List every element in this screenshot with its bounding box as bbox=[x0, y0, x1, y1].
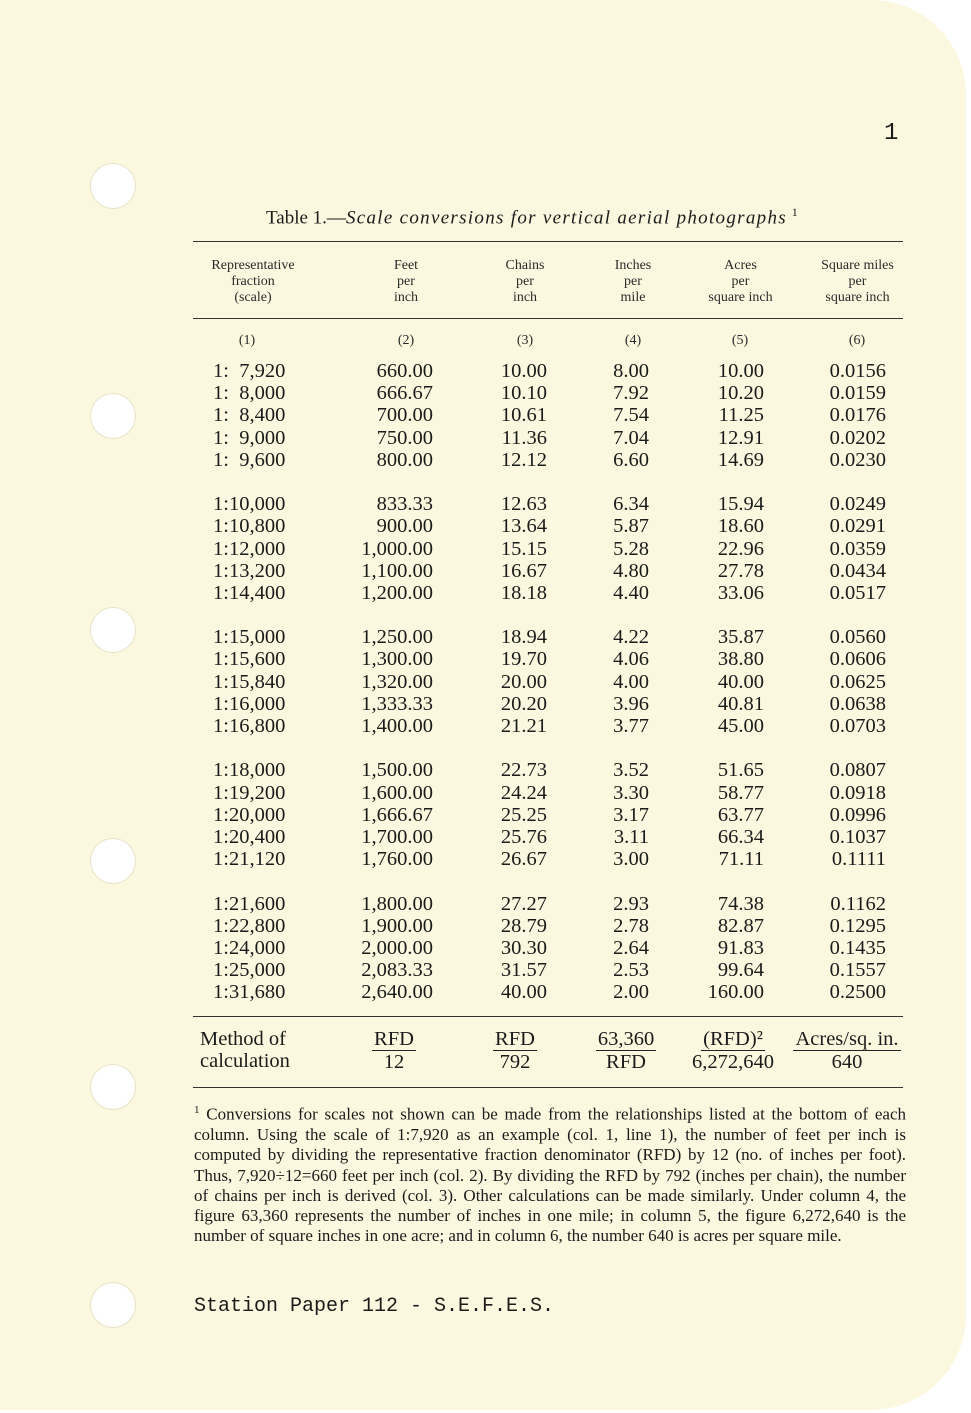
cell-square-miles-per-square-inch: 0.0202 bbox=[829, 426, 886, 449]
table-row bbox=[0, 981, 966, 1003]
cell-scale: 1: 9,000 bbox=[213, 426, 286, 449]
cell-square-miles-per-square-inch: 0.0291 bbox=[829, 515, 886, 538]
cell-acres-per-square-inch: 40.00 bbox=[717, 670, 764, 693]
cell-feet-per-inch: 2,000.00 bbox=[361, 936, 433, 959]
formula-denominator: 640 bbox=[831, 1051, 863, 1073]
cell-feet-per-inch: 1,300.00 bbox=[361, 648, 433, 671]
formula-square-miles-per-square-inch bbox=[784, 1028, 910, 1073]
cell-scale: 1: 8,400 bbox=[213, 404, 286, 427]
table-row bbox=[0, 826, 966, 848]
cell-feet-per-inch: 666.67 bbox=[376, 382, 433, 405]
table-row bbox=[0, 915, 966, 937]
cell-scale: 1:19,200 bbox=[213, 781, 286, 804]
cell-square-miles-per-square-inch: 0.0517 bbox=[829, 581, 886, 604]
cell-inches-per-mile: 3.17 bbox=[613, 803, 649, 826]
cell-scale: 1:21,600 bbox=[213, 892, 286, 915]
footnote bbox=[194, 1100, 906, 1247]
cell-chains-per-inch: 20.00 bbox=[500, 670, 547, 693]
cell-feet-per-inch: 1,900.00 bbox=[361, 914, 433, 937]
cell-inches-per-mile: 4.00 bbox=[613, 670, 649, 693]
cell-square-miles-per-square-inch: 0.0625 bbox=[829, 670, 886, 693]
cell-scale: 1:15,000 bbox=[213, 626, 286, 649]
column-number: (3) bbox=[516, 333, 534, 348]
cell-feet-per-inch: 1,250.00 bbox=[361, 626, 433, 649]
cell-feet-per-inch: 833.33 bbox=[376, 493, 433, 516]
cell-acres-per-square-inch: 18.60 bbox=[717, 515, 764, 538]
formula-denominator: RFD bbox=[606, 1051, 646, 1073]
cell-feet-per-inch: 900.00 bbox=[376, 515, 433, 538]
punch-hole bbox=[90, 1064, 136, 1110]
cell-feet-per-inch: 1,760.00 bbox=[361, 848, 433, 871]
cell-acres-per-square-inch: 71.11 bbox=[718, 848, 764, 871]
cell-square-miles-per-square-inch: 0.1557 bbox=[829, 959, 886, 982]
formula-denominator: 12 bbox=[383, 1051, 405, 1073]
cell-feet-per-inch: 1,400.00 bbox=[361, 715, 433, 737]
cell-acres-per-square-inch: 10.00 bbox=[717, 360, 764, 382]
cell-feet-per-inch: 1,200.00 bbox=[361, 581, 433, 604]
footnote-marker: 1 bbox=[194, 1104, 200, 1116]
cell-inches-per-mile: 3.96 bbox=[613, 692, 649, 715]
cell-square-miles-per-square-inch: 0.0156 bbox=[829, 360, 886, 382]
table-row bbox=[0, 360, 966, 382]
cell-scale: 1:22,800 bbox=[213, 914, 286, 937]
cell-chains-per-inch: 15.15 bbox=[500, 537, 547, 560]
cell-scale: 1:12,000 bbox=[213, 537, 286, 560]
cell-square-miles-per-square-inch: 0.0807 bbox=[829, 759, 886, 782]
cell-scale: 1:15,840 bbox=[213, 670, 286, 693]
cell-chains-per-inch: 12.63 bbox=[500, 493, 547, 516]
formula-chains-per-inch bbox=[465, 1028, 565, 1073]
cell-square-miles-per-square-inch: 0.0359 bbox=[829, 537, 886, 560]
table-title-prefix: Table 1.— bbox=[266, 207, 346, 229]
header-chains-per-inch: Chains per inch bbox=[505, 258, 545, 305]
cell-chains-per-inch: 40.00 bbox=[500, 981, 547, 1004]
punch-hole bbox=[90, 1282, 136, 1328]
cell-scale: 1: 7,920 bbox=[213, 360, 286, 382]
cell-scale: 1:14,400 bbox=[213, 581, 286, 604]
cell-feet-per-inch: 2,640.00 bbox=[361, 981, 433, 1004]
cell-chains-per-inch: 10.61 bbox=[500, 404, 547, 427]
cell-acres-per-square-inch: 99.64 bbox=[717, 959, 764, 982]
cell-inches-per-mile: 2.93 bbox=[613, 892, 649, 915]
cell-square-miles-per-square-inch: 0.0703 bbox=[829, 715, 886, 737]
cell-chains-per-inch: 26.67 bbox=[500, 848, 547, 871]
header-square-miles-per-square-inch: Square miles per square inch bbox=[821, 258, 894, 305]
cell-acres-per-square-inch: 35.87 bbox=[717, 626, 764, 649]
cell-chains-per-inch: 10.00 bbox=[500, 360, 547, 382]
cell-acres-per-square-inch: 58.77 bbox=[717, 781, 764, 804]
column-number: (2) bbox=[397, 333, 415, 348]
table-body bbox=[0, 360, 966, 1003]
column-number: (5) bbox=[731, 333, 749, 348]
cell-inches-per-mile: 3.77 bbox=[613, 715, 649, 737]
cell-square-miles-per-square-inch: 0.0606 bbox=[829, 648, 886, 671]
cell-feet-per-inch: 1,320.00 bbox=[361, 670, 433, 693]
table-row bbox=[0, 538, 966, 560]
column-number: (6) bbox=[848, 333, 866, 348]
cell-feet-per-inch: 660.00 bbox=[376, 360, 433, 382]
cell-inches-per-mile: 7.04 bbox=[613, 426, 649, 449]
column-number: (4) bbox=[624, 333, 642, 348]
cell-scale: 1: 9,600 bbox=[213, 448, 286, 471]
cell-inches-per-mile: 2.64 bbox=[613, 936, 649, 959]
cell-inches-per-mile: 2.53 bbox=[613, 959, 649, 982]
cell-inches-per-mile: 8.00 bbox=[613, 360, 649, 382]
cell-chains-per-inch: 16.67 bbox=[500, 559, 547, 582]
cell-inches-per-mile: 4.22 bbox=[613, 626, 649, 649]
formula-numerator: 63,360 bbox=[597, 1028, 655, 1050]
cell-acres-per-square-inch: 38.80 bbox=[717, 648, 764, 671]
table-row bbox=[0, 893, 966, 915]
cell-scale: 1:15,600 bbox=[213, 648, 286, 671]
table-row bbox=[0, 560, 966, 582]
formula-feet-per-inch bbox=[344, 1028, 444, 1073]
cell-feet-per-inch: 1,000.00 bbox=[361, 537, 433, 560]
cell-scale: 1:24,000 bbox=[213, 936, 286, 959]
cell-feet-per-inch: 1,700.00 bbox=[361, 825, 433, 848]
cell-square-miles-per-square-inch: 0.0159 bbox=[829, 382, 886, 405]
cell-acres-per-square-inch: 22.96 bbox=[717, 537, 764, 560]
cell-inches-per-mile: 7.92 bbox=[613, 382, 649, 405]
cell-chains-per-inch: 19.70 bbox=[500, 648, 547, 671]
formula-numerator: RFD bbox=[495, 1028, 535, 1050]
header-feet-per-inch: Feet per inch bbox=[393, 258, 419, 305]
formula-numerator: (RFD)² bbox=[703, 1028, 763, 1050]
formula-acres-per-square-inch bbox=[678, 1028, 788, 1073]
cell-acres-per-square-inch: 27.78 bbox=[717, 559, 764, 582]
cell-acres-per-square-inch: 12.91 bbox=[717, 426, 764, 449]
method-top-rule bbox=[193, 1016, 903, 1017]
cell-chains-per-inch: 13.64 bbox=[500, 515, 547, 538]
cell-feet-per-inch: 800.00 bbox=[376, 448, 433, 471]
cell-acres-per-square-inch: 66.34 bbox=[717, 825, 764, 848]
table-row bbox=[0, 582, 966, 604]
cell-chains-per-inch: 20.20 bbox=[500, 692, 547, 715]
cell-inches-per-mile: 2.78 bbox=[613, 914, 649, 937]
cell-acres-per-square-inch: 74.38 bbox=[717, 892, 764, 915]
cell-square-miles-per-square-inch: 0.0996 bbox=[829, 803, 886, 826]
cell-acres-per-square-inch: 15.94 bbox=[717, 493, 764, 516]
table-top-rule bbox=[193, 241, 903, 242]
cell-feet-per-inch: 2,083.33 bbox=[361, 959, 433, 982]
cell-scale: 1:10,000 bbox=[213, 493, 286, 516]
method-label: Method of calculation bbox=[200, 1028, 290, 1072]
cell-acres-per-square-inch: 82.87 bbox=[717, 914, 764, 937]
cell-chains-per-inch: 24.24 bbox=[500, 781, 547, 804]
cell-feet-per-inch: 1,333.33 bbox=[361, 692, 433, 715]
cell-square-miles-per-square-inch: 0.1435 bbox=[829, 936, 886, 959]
cell-scale: 1:21,120 bbox=[213, 848, 286, 871]
cell-chains-per-inch: 31.57 bbox=[500, 959, 547, 982]
formula-numerator: Acres/sq. in. bbox=[795, 1028, 899, 1050]
table-row bbox=[0, 493, 966, 515]
cell-acres-per-square-inch: 11.25 bbox=[718, 404, 764, 427]
cell-inches-per-mile: 7.54 bbox=[613, 404, 649, 427]
cell-acres-per-square-inch: 33.06 bbox=[717, 581, 764, 604]
cell-inches-per-mile: 4.06 bbox=[613, 648, 649, 671]
cell-scale: 1:20,000 bbox=[213, 803, 286, 826]
cell-inches-per-mile: 5.28 bbox=[613, 537, 649, 560]
header-rule bbox=[193, 318, 903, 319]
cell-inches-per-mile: 4.40 bbox=[613, 581, 649, 604]
cell-acres-per-square-inch: 45.00 bbox=[717, 715, 764, 737]
page-number: 1 bbox=[884, 120, 899, 147]
footnote-reference: 1 bbox=[791, 205, 798, 219]
cell-square-miles-per-square-inch: 0.0638 bbox=[829, 692, 886, 715]
cell-scale: 1:16,800 bbox=[213, 715, 286, 737]
cell-square-miles-per-square-inch: 0.0560 bbox=[829, 626, 886, 649]
table-row bbox=[0, 427, 966, 449]
cell-inches-per-mile: 4.80 bbox=[613, 559, 649, 582]
table-row bbox=[0, 804, 966, 826]
cell-square-miles-per-square-inch: 0.1295 bbox=[829, 914, 886, 937]
cell-chains-per-inch: 12.12 bbox=[500, 448, 547, 471]
cell-square-miles-per-square-inch: 0.0230 bbox=[829, 448, 886, 471]
cell-square-miles-per-square-inch: 0.0176 bbox=[829, 404, 886, 427]
cell-chains-per-inch: 28.79 bbox=[500, 914, 547, 937]
cell-chains-per-inch: 18.94 bbox=[500, 626, 547, 649]
header-inches-per-mile: Inches per mile bbox=[614, 258, 652, 305]
table-row bbox=[0, 626, 966, 648]
cell-scale: 1:13,200 bbox=[213, 559, 286, 582]
cell-acres-per-square-inch: 91.83 bbox=[717, 936, 764, 959]
table-row bbox=[0, 759, 966, 781]
table-row bbox=[0, 404, 966, 426]
formula-denominator: 6,272,640 bbox=[692, 1051, 774, 1073]
cell-chains-per-inch: 22.73 bbox=[500, 759, 547, 782]
table-row bbox=[0, 449, 966, 471]
cell-chains-per-inch: 27.27 bbox=[500, 892, 547, 915]
cell-chains-per-inch: 25.76 bbox=[500, 825, 547, 848]
cell-chains-per-inch: 25.25 bbox=[500, 803, 547, 826]
table-row bbox=[0, 382, 966, 404]
cell-chains-per-inch: 30.30 bbox=[500, 936, 547, 959]
cell-acres-per-square-inch: 160.00 bbox=[707, 981, 764, 1004]
table-row bbox=[0, 782, 966, 804]
cell-square-miles-per-square-inch: 0.0249 bbox=[829, 493, 886, 516]
cell-scale: 1:25,000 bbox=[213, 959, 286, 982]
table-bottom-rule bbox=[193, 1087, 903, 1088]
cell-feet-per-inch: 1,800.00 bbox=[361, 892, 433, 915]
table-row bbox=[0, 671, 966, 693]
cell-square-miles-per-square-inch: 0.1162 bbox=[830, 892, 886, 915]
cell-acres-per-square-inch: 51.65 bbox=[717, 759, 764, 782]
cell-scale: 1: 8,000 bbox=[213, 382, 286, 405]
cell-square-miles-per-square-inch: 0.2500 bbox=[829, 981, 886, 1004]
cell-inches-per-mile: 3.30 bbox=[613, 781, 649, 804]
cell-scale: 1:20,400 bbox=[213, 825, 286, 848]
cell-square-miles-per-square-inch: 0.1037 bbox=[829, 825, 886, 848]
footnote-text: Conversions for scales not shown can be made from the relationships listed at the bottom of each column. Using the scale of 1:7,920 as an example (col. 1, line 1), the number of feet per inch is computed by dividing the representative fraction denominator (RFD) by 12 (no. of inches per foot). Thus, 7,920÷12=660 feet per inch (col. 2). By dividing the RFD by 792 (inches per chain), the number of chains per inch is derived (col. 3). Other calculations can be made similarly. Under column 4, the figure 63,360 represents the number of inches in one mile; in column 5, the figure 6,272,640 is the number of square inches in one acre; and in column 6, the number 640 is acres per square mile. bbox=[194, 1104, 906, 1246]
cell-feet-per-inch: 1,666.67 bbox=[361, 803, 433, 826]
station-paper-label: Station Paper 112 - S.E.F.E.S. bbox=[194, 1295, 555, 1318]
cell-scale: 1:18,000 bbox=[213, 759, 286, 782]
cell-chains-per-inch: 11.36 bbox=[501, 426, 547, 449]
table-row bbox=[0, 937, 966, 959]
cell-scale: 1:10,800 bbox=[213, 515, 286, 538]
cell-scale: 1:16,000 bbox=[213, 692, 286, 715]
cell-inches-per-mile: 6.34 bbox=[613, 493, 649, 516]
table-row bbox=[0, 848, 966, 870]
table-title bbox=[266, 205, 798, 229]
column-number: (1) bbox=[238, 333, 256, 348]
formula-inches-per-mile bbox=[576, 1028, 676, 1073]
cell-acres-per-square-inch: 63.77 bbox=[717, 803, 764, 826]
cell-inches-per-mile: 2.00 bbox=[613, 981, 649, 1004]
cell-chains-per-inch: 21.21 bbox=[500, 715, 547, 737]
cell-square-miles-per-square-inch: 0.1111 bbox=[831, 848, 886, 871]
cell-inches-per-mile: 6.60 bbox=[613, 448, 649, 471]
header-representative-fraction: Representative fraction (scale) bbox=[211, 258, 295, 305]
cell-square-miles-per-square-inch: 0.0918 bbox=[829, 781, 886, 804]
table-row bbox=[0, 515, 966, 537]
cell-acres-per-square-inch: 10.20 bbox=[717, 382, 764, 405]
cell-feet-per-inch: 750.00 bbox=[376, 426, 433, 449]
formula-numerator: RFD bbox=[374, 1028, 414, 1050]
table-row bbox=[0, 715, 966, 737]
formula-denominator: 792 bbox=[499, 1051, 531, 1073]
cell-acres-per-square-inch: 40.81 bbox=[717, 692, 764, 715]
cell-feet-per-inch: 1,100.00 bbox=[361, 559, 433, 582]
table-row bbox=[0, 693, 966, 715]
cell-chains-per-inch: 10.10 bbox=[500, 382, 547, 405]
cell-chains-per-inch: 18.18 bbox=[500, 581, 547, 604]
cell-inches-per-mile: 3.52 bbox=[613, 759, 649, 782]
cell-inches-per-mile: 3.11 bbox=[613, 825, 649, 848]
table-row bbox=[0, 959, 966, 981]
cell-feet-per-inch: 1,500.00 bbox=[361, 759, 433, 782]
cell-scale: 1:31,680 bbox=[213, 981, 286, 1004]
cell-inches-per-mile: 3.00 bbox=[613, 848, 649, 871]
cell-square-miles-per-square-inch: 0.0434 bbox=[829, 559, 886, 582]
cell-feet-per-inch: 1,600.00 bbox=[361, 781, 433, 804]
punch-hole bbox=[90, 163, 136, 209]
cell-feet-per-inch: 700.00 bbox=[376, 404, 433, 427]
cell-inches-per-mile: 5.87 bbox=[613, 515, 649, 538]
table-row bbox=[0, 648, 966, 670]
cell-acres-per-square-inch: 14.69 bbox=[717, 448, 764, 471]
header-acres-per-square-inch: Acres per square inch bbox=[708, 258, 773, 305]
table-title-text: Scale conversions for vertical aerial photographs bbox=[345, 207, 787, 229]
